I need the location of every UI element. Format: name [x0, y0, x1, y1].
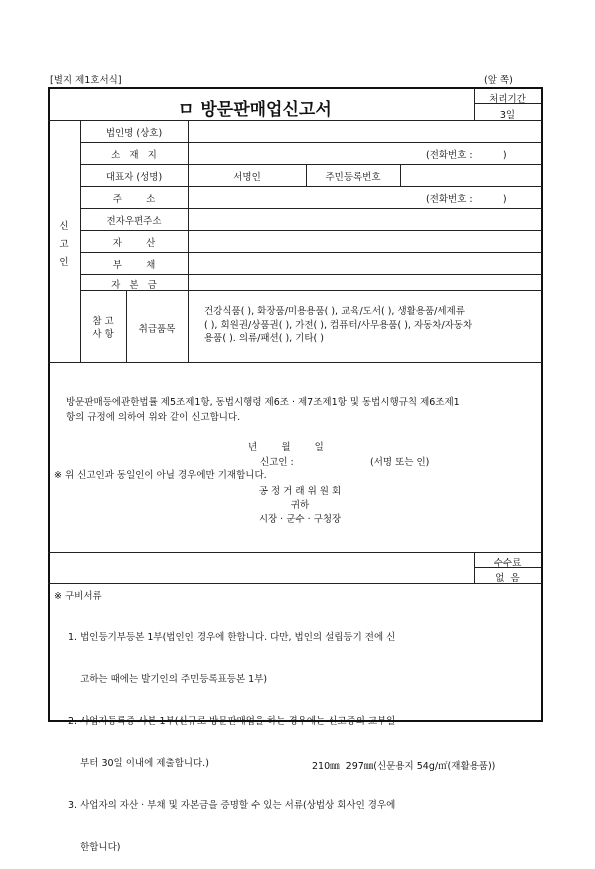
list-item: 3. 사업자의 자산 · 부채 및 자본금을 증명할 수 있는 서류(상법상 회사인 경우에 [68, 800, 396, 811]
list-item: 고하는 때에는 발기인의 주민등록표등본 1부) [68, 674, 268, 685]
resident-number-label: 주민등록번호 [325, 172, 381, 183]
processing-period-value: 3일 [499, 110, 516, 121]
address-phone: (전화번호 : ) [426, 194, 507, 205]
list-item: 2. 사업자등록증 사본 1부(신규로 방문판매업을 하는 경우에는 신고증의 교부일 [68, 716, 396, 727]
declaration-note: ※ 위 신고인과 동일인이 아닐 경우에만 기재합니다. [54, 470, 267, 481]
assets-label: 자 산 [112, 238, 156, 249]
title-text: 방문판매업신고서 [200, 100, 332, 120]
capital-label: 자 본 금 [111, 280, 157, 291]
liabilities-label: 부 채 [112, 260, 156, 271]
required-documents-list [68, 603, 538, 869]
location-phone: (전화번호 : ) [426, 150, 507, 161]
email-label: 전자우편주소 [106, 216, 162, 227]
corp-name-label: 법인명 (상호) [105, 128, 163, 139]
applicant-side-label: 신 고 인 [59, 221, 69, 268]
date-line: 년 월 일 [248, 442, 324, 453]
commission-name: 공 정 거 래 위 원 회 [258, 486, 342, 497]
items-list: 건강식품( ), 화장품/미용용품( ), 교육/도서( ), 생활용품/세제류 ( ), 회원권/상품권( ), 가전( ), 컴퓨터/사무용품( ), 자동차/자동차 용품( ). 의류/패션( ), 기타( ) [204, 306, 473, 344]
list-item: 한합니다) [68, 842, 121, 853]
fee-label: 수수료 [493, 558, 522, 569]
sign-hint: (서명 또는 인) [370, 457, 430, 468]
representative-label: 대표자 (성명) [105, 172, 163, 183]
declaration-text: 방문판매등에관한법률 제5조제1항, 동법시행령 제6조 · 제7조제1항 및 동법시행규칙 제6조제1 항의 규정에 의하여 위와 같이 신고합니다. [66, 397, 460, 423]
fee-value: 없 음 [495, 573, 520, 584]
form-number: [별지 제1호서식] [50, 75, 122, 86]
document-title [178, 95, 332, 120]
checkbox-icon: ㅁ [178, 100, 195, 120]
local-authority: 시장 · 군수 · 구청장 [258, 514, 342, 525]
address-label: 주 소 [112, 194, 156, 205]
list-item: 부터 30일 이내에 제출합니다.) [68, 758, 209, 769]
location-label: 소 재 지 [111, 150, 157, 161]
paper-spec-footer: 210㎜ 297㎜(신문용지 54g/㎡(재활용품)) [312, 761, 496, 772]
recipient-suffix: 귀하 [290, 500, 310, 511]
list-item: 1. 법인등기부등본 1부(법인인 경우에 한합니다. 다만, 법인의 설립등기 전에 신 [68, 632, 396, 643]
signature-label: 서명인 [233, 172, 261, 183]
applicant-sign-label: 신고인 : [260, 457, 294, 468]
processing-period-label: 처리기간 [489, 94, 526, 105]
items-label: 취급품목 [138, 324, 176, 335]
reference-label: 참 고 사 항 [92, 316, 114, 340]
page-side-label: (앞 쪽) [484, 75, 513, 86]
required-documents-title: ※ 구비서류 [54, 591, 102, 602]
